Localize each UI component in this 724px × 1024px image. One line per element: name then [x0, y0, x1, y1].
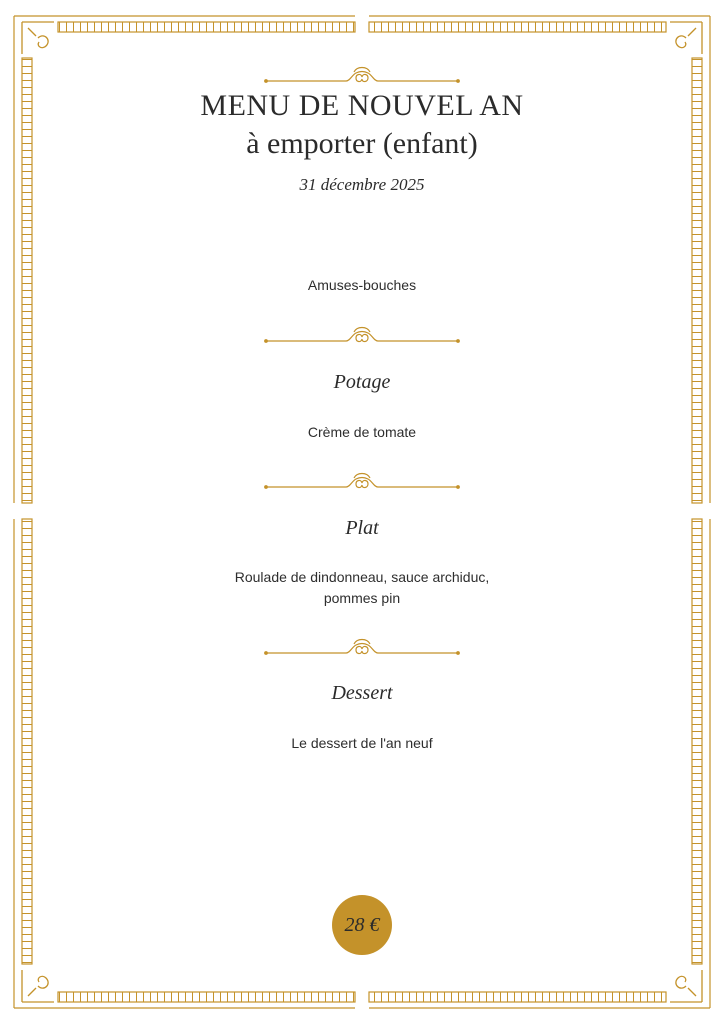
- plat-item-line2: pommes pin: [323, 590, 401, 606]
- menu-subtitle: à emporter (enfant): [246, 127, 478, 160]
- price-label: 28 €: [344, 914, 380, 936]
- potage-item: Crème de tomate: [307, 424, 417, 440]
- corner-flourish-icon: [22, 22, 54, 54]
- ornamental-divider-icon: [262, 322, 462, 352]
- dessert-item: Le dessert de l'an neuf: [291, 735, 433, 751]
- corner-flourish-icon: [670, 22, 702, 54]
- plat-item-line1: Roulade de dindonneau, sauce archiduc,: [234, 569, 490, 585]
- potage-heading: Potage: [333, 371, 391, 393]
- plat-heading: Plat: [345, 517, 379, 539]
- menu-title: MENU DE NOUVEL AN: [200, 89, 524, 122]
- ornamental-divider-icon: [262, 634, 462, 664]
- menu-date: 31 décembre 2025: [299, 175, 425, 194]
- corner-flourish-icon: [22, 970, 54, 1002]
- corner-flourish-icon: [670, 970, 702, 1002]
- ornamental-divider-icon: [262, 468, 462, 498]
- amuse-bouche-item: Amuses-bouches: [307, 277, 417, 293]
- dessert-heading: Dessert: [331, 682, 393, 704]
